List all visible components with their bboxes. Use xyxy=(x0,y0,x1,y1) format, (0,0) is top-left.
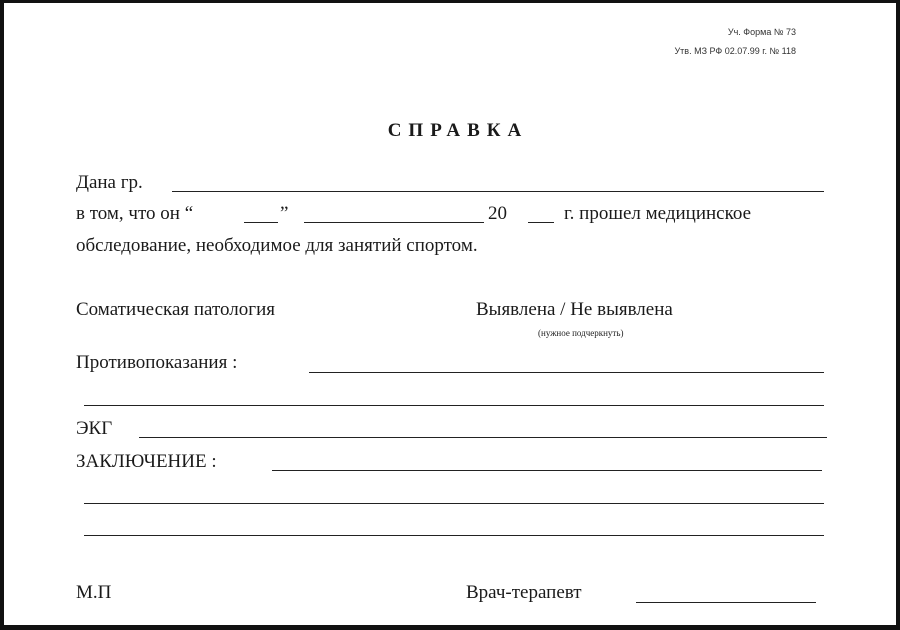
conclusion-line[interactable] xyxy=(272,470,822,471)
year-line[interactable] xyxy=(528,222,554,223)
conclusion-line-2[interactable] xyxy=(84,503,824,504)
contraindications-line[interactable] xyxy=(309,372,824,373)
approval-ref: Утв. МЗ РФ 02.07.99 г. № 118 xyxy=(674,46,796,56)
contraindications-label: Противопоказания : xyxy=(76,352,238,373)
sentence-end: обследование, необходимое для занятий спортом. xyxy=(76,235,478,256)
somatic-options[interactable]: Выявлена / Не выявлена xyxy=(476,299,673,320)
ecg-line[interactable] xyxy=(139,437,827,438)
conclusion-label: ЗАКЛЮЧЕНИЕ : xyxy=(76,451,217,472)
given-to-label: Дана гр. xyxy=(76,172,143,193)
conclusion-line-3[interactable] xyxy=(84,535,824,536)
ecg-label: ЭКГ xyxy=(76,418,113,439)
given-to-line[interactable] xyxy=(172,191,824,192)
date-suffix: г. прошел медицинское xyxy=(564,203,752,224)
doctor-label: Врач-терапевт xyxy=(466,582,582,603)
somatic-hint: (нужное подчеркнуть) xyxy=(538,328,624,338)
contraindications-line-2[interactable] xyxy=(84,405,824,406)
year-prefix: 20 xyxy=(488,203,507,224)
somatic-label: Соматическая патология xyxy=(76,299,275,320)
stamp-label: М.П xyxy=(76,582,112,603)
date-prefix: в том, что он “ xyxy=(76,203,194,224)
form-number: Уч. Форма № 73 xyxy=(727,27,796,37)
doctor-signature-line[interactable] xyxy=(636,602,816,603)
date-quote-close: ” xyxy=(280,203,289,224)
month-line[interactable] xyxy=(304,222,484,223)
day-line[interactable] xyxy=(244,222,278,223)
document-title: СПРАВКА xyxy=(387,120,529,141)
